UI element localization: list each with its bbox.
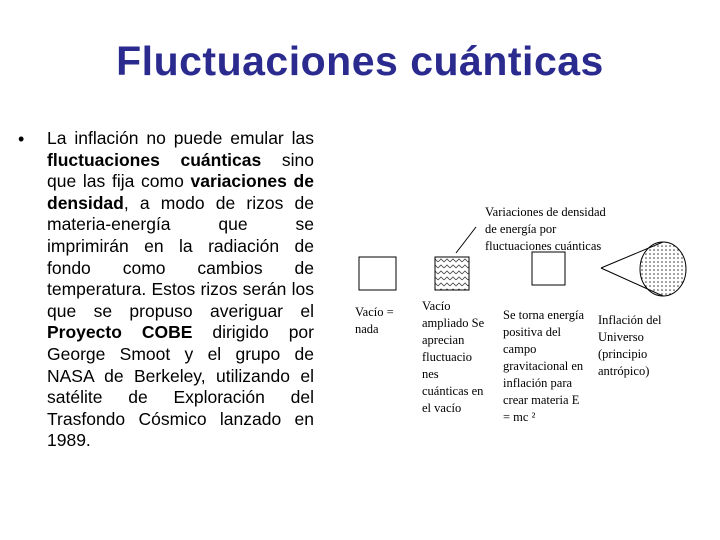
universe-inflation-caption: Inflación del Universo (principio antrópico) (598, 313, 662, 378)
empty-vacuum-box (359, 257, 396, 290)
bullet-segment: dirigido por George Smoot y el grupo de NASA de Berkeley, utilizando el satélite de Exploración del Trasfondo Cósmico lanzado en 1989. (47, 322, 314, 451)
energy-field-box (532, 252, 565, 285)
slide-title: Fluctuaciones cuánticas (116, 38, 604, 84)
label-pointer-line (456, 227, 476, 253)
bullet-bold-term: Proyecto COBE (47, 322, 193, 343)
bullet-segment: La inflación no puede emular las (47, 128, 314, 148)
bullet-marker: • (18, 129, 25, 149)
bullet-bold-term: variaciones de densidad (47, 171, 314, 213)
empty-vacuum-caption: Vacío = nada (355, 305, 394, 336)
bullet-segment: , a modo de rizos de materia-energía que se imprimirán en la radiación de fondo como cambios de temperatura. Estos rizos serán los que se propuso averiguar el (47, 192, 314, 321)
bullet-bold-term: fluctuaciones cuánticas (47, 149, 262, 170)
fluctuations-label: Variaciones de densidad de energía por fluctuaciones cuánticas (485, 205, 606, 253)
fluctuating-vacuum-box (435, 257, 469, 290)
expanded-vacuum-caption: Vacío ampliado Se aprecian fluctuacio nes cuánticas en el vacío (422, 299, 485, 415)
gravitational-energy-caption: Se torna energía positiva del campo gravitacional en inflación para crear materia E = mc ² (503, 308, 584, 424)
bullet-segment: sino que las fija como (47, 149, 314, 192)
inflated-universe-ellipse (640, 242, 686, 296)
